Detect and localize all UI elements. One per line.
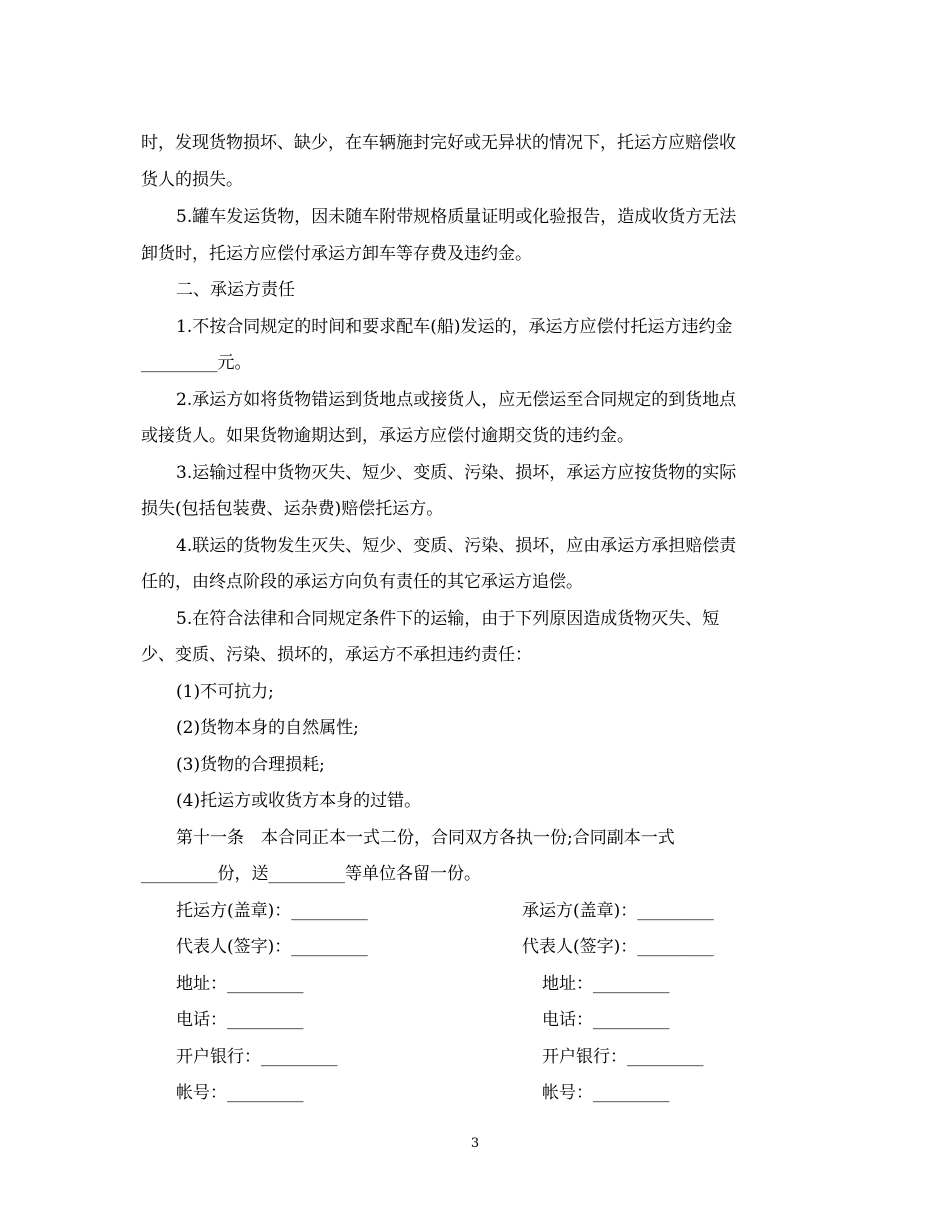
list-item: (2)货物本身的自然属性; bbox=[176, 718, 359, 738]
signature-left-field: 电话：_________ bbox=[176, 1010, 304, 1030]
signature-left-field: 开户银行：_________ bbox=[176, 1047, 338, 1067]
signature-left-field: 托运方(盖章)：_________ bbox=[176, 901, 368, 921]
signature-right-field: 开户银行：_________ bbox=[542, 1047, 704, 1067]
text-line: 1.不按合同规定的时间和要求配车(船)发运的，承运方应偿付托运方违约金 bbox=[176, 317, 733, 337]
text-line: _________份，送_________等单位各留一份。 bbox=[141, 864, 481, 884]
text-line: 损失(包括包装费、运杂费)赔偿托运方。 bbox=[141, 499, 444, 519]
text-line: 时，发现货物损坏、缺少，在车辆施封完好或无异状的情况下，托运方应赔偿收 bbox=[141, 133, 736, 153]
signature-right-field: 电话：_________ bbox=[542, 1010, 670, 1030]
signature-right-field: 承运方(盖章)：_________ bbox=[522, 901, 714, 921]
signature-right-field: 帐号：_________ bbox=[542, 1083, 670, 1103]
list-item: (1)不可抗力; bbox=[176, 682, 274, 702]
text-line: 第十一条 本合同正本一式二份，合同双方各执一份;合同副本一式 bbox=[176, 828, 675, 848]
signature-left-field: 代表人(签字)：_________ bbox=[176, 937, 368, 957]
text-line: 任的，由终点阶段的承运方向负有责任的其它承运方追偿。 bbox=[141, 572, 583, 592]
page-number: 3 bbox=[470, 1136, 480, 1151]
section-heading: 二、承运方责任 bbox=[176, 280, 295, 300]
text-line: 5.在符合法律和合同规定条件下的运输，由于下列原因造成货物灭失、短 bbox=[176, 609, 720, 629]
text-line: 货人的损失。 bbox=[141, 170, 243, 190]
text-line: 2.承运方如将货物错运到货地点或接货人，应无偿运至合同规定的到货地点 bbox=[176, 390, 737, 410]
signature-right-field: 地址：_________ bbox=[542, 974, 670, 994]
text-line: 少、变质、污染、损坏的，承运方不承担违约责任： bbox=[141, 645, 532, 665]
text-line: 卸货时，托运方应偿付承运方卸车等存费及违约金。 bbox=[141, 244, 532, 264]
list-item: (3)货物的合理损耗; bbox=[176, 755, 325, 775]
signature-left-field: 地址：_________ bbox=[176, 974, 304, 994]
text-line: 5.罐车发运货物，因未随车附带规格质量证明或化验报告，造成收货方无法 bbox=[176, 207, 737, 227]
signature-right-field: 代表人(签字)：_________ bbox=[522, 937, 714, 957]
text-line: 3.运输过程中货物灭失、短少、变质、污染、损坏，承运方应按货物的实际 bbox=[176, 463, 737, 483]
text-line: 或接货人。如果货物逾期达到，承运方应偿付逾期交货的违约金。 bbox=[141, 426, 634, 446]
text-line: _________元。 bbox=[141, 353, 252, 373]
text-line: 4.联运的货物发生灭失、短少、变质、污染、损坏，应由承运方承担赔偿责 bbox=[176, 536, 737, 556]
signature-left-field: 帐号：_________ bbox=[176, 1083, 304, 1103]
list-item: (4)托运方或收货方本身的过错。 bbox=[176, 791, 422, 811]
